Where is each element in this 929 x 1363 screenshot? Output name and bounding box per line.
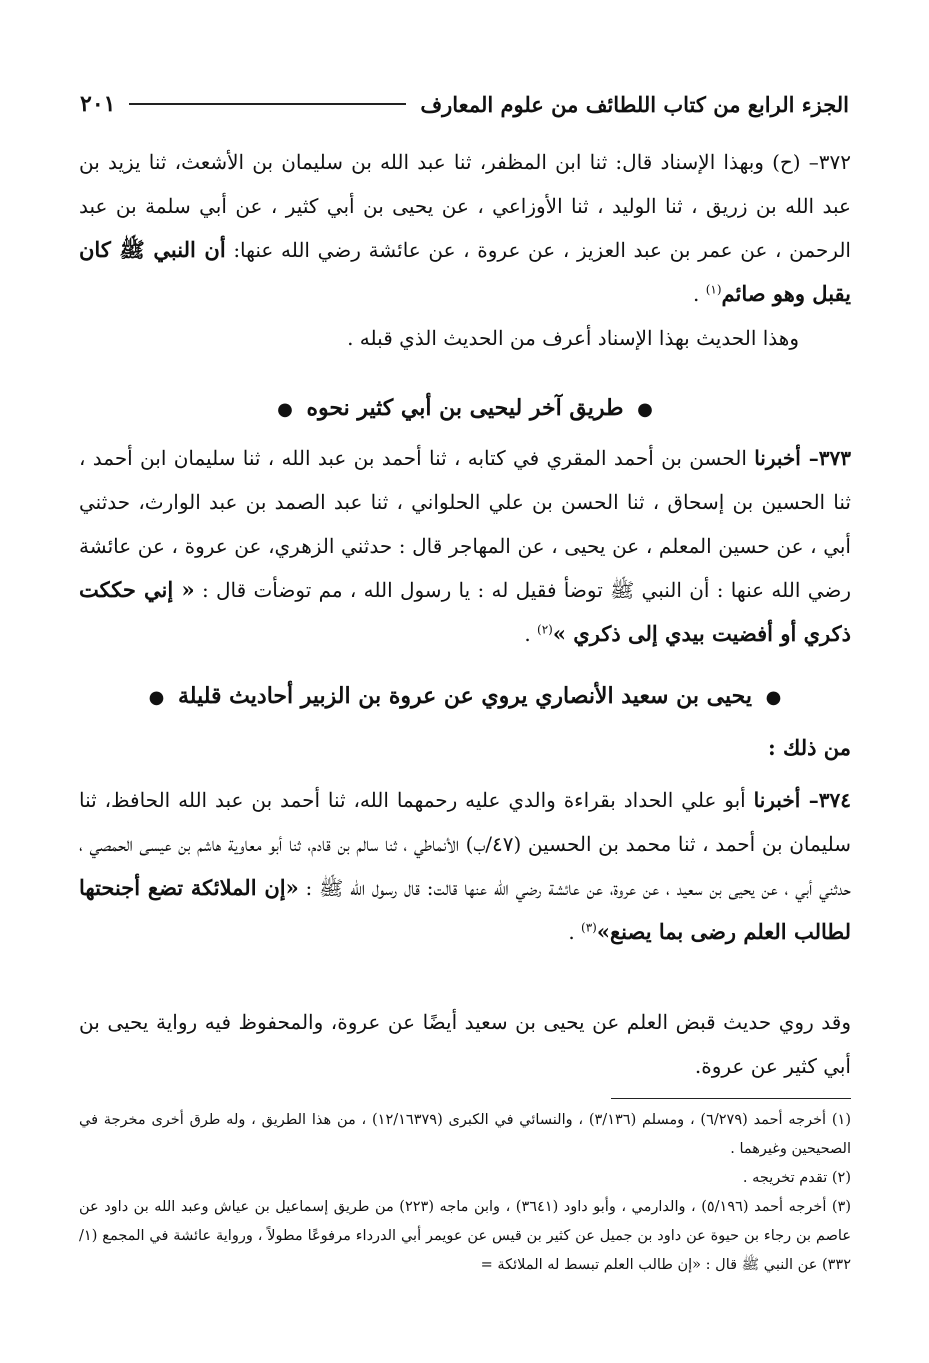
section-heading-2-text: يحيى بن سعيد الأنصاري يروي عن عروة بن الزبير أحاديث قليلة bbox=[178, 683, 752, 709]
hadith-372-quote: أن النبي ﷺ كان يقبل وهو صائم bbox=[79, 237, 851, 306]
footnote-ref-3[interactable]: (٣) bbox=[581, 920, 597, 935]
hadith-374-lead: ٣٧٤– أخبرنا bbox=[753, 788, 851, 812]
hadith-373-text: الحسن بن أحمد المقري في كتابه ، ثنا أحمد بن عبد الله ، ثنا سليمان ابن أحمد ، ثنا الحسين بن إسحاق ، ثنا الحسن بن علي الحلواني ، ثنا عبد الصمد بن عبد الوارث، حدثني أبي ، عن حسين المعلم ، عن يحيى ، عن المهاجر قال : حدثني الزهري، عن عروة ، عن عائشة رضي الله عنها : أن النبي ﷺ توضأ فقيل له : يا رسول الله ، مم توضأت قال : bbox=[79, 446, 852, 602]
hadith-374-end: . bbox=[568, 920, 575, 944]
hadith-373-lead: ٣٧٣– أخبرنا bbox=[754, 446, 851, 470]
section-heading-1 bbox=[79, 388, 851, 430]
heading-bullet-icon: ● bbox=[637, 399, 653, 420]
footnote-ref-1[interactable]: (١) bbox=[705, 282, 722, 297]
hadith-374 bbox=[79, 778, 851, 954]
section-heading-1-text: طريق آخر ليحيى بن أبي كثير نحوه bbox=[306, 395, 624, 421]
section-heading-2 bbox=[79, 676, 851, 718]
page-number: ٢٠١ bbox=[80, 91, 116, 117]
footnotes bbox=[79, 1106, 851, 1280]
hadith-374-quote: «إن الملائكة تضع أجنحتها لطالب العلم رضى بما يصنع» bbox=[79, 875, 851, 944]
sub-heading: من ذلك : bbox=[767, 735, 851, 760]
hadith-373-quote: « إني حككت ذكري أو أفضيت بيدي إلى ذكري » bbox=[79, 577, 851, 646]
hadith-373-end: . bbox=[524, 622, 531, 646]
hadith-374-note: وقد روي حديث قبض العلم عن يحيى بن سعيد أيضًا عن عروة، والمحفوظ فيه رواية يحيى بن أبي كثير عن عروة. bbox=[79, 1010, 851, 1078]
footnote-2: (٢) تقدم تخريجه . bbox=[742, 1170, 851, 1186]
heading-bullet-icon: ● bbox=[277, 399, 293, 420]
footnote-3: (٣) أخرجه أحمد (٥/١٩٦) ، والدارمي ، وأبو داود (٣٦٤١) ، وابن ماجه (٢٢٣) من طريق إسماعيل بن عياش وعبد الله بن داود عن عاصم بن رجاء بن حيوة عن داود بن جميل عن كثير بن قيس عن عويمر أبي الدرداء مرفوعًا مطولاً ، ورواية عائشة في المجمع (١/ ٣٣٢) عن النبي ﷺ قال : «إن طالب العلم تبسط له الملائكة = bbox=[79, 1199, 851, 1273]
hadith-374-text: أبو علي الحداد بقراءة والدي عليه رحمهما الله، ثنا أحمد بن عبد الله الحافظ، ثنا سليمان بن أحمد ، ثنا محمد بن الحسين (٤٧/ب) الأنماطي ، ثنا سالم بن قادم، ثنا أبو معاوية هاشم بن عيسى الحمصي ، حدثني أبي ، عن يحيى بن سعيد ، عن عروة، عن عائشة رضي الله عنها قالت: قال رسول الله ﷺ : bbox=[79, 788, 851, 900]
hadith-373 bbox=[79, 436, 851, 656]
hadith-372-text: ٣٧٢– (ح) وبهذا الإسناد قال: ثنا ابن المظفر، ثنا عبد الله بن سليمان بن الأشعث، ثنا يزيد بن عبد الله بن زريق ، ثنا الوليد ، ثنا الأوزاعي ، عن يحيى بن أبي كثير ، عن أبي سلمة بن عبد الرحمن ، عن عمر بن عبد العزيز ، عن عروة ، عن عائشة رضي الله عنها: bbox=[79, 150, 851, 262]
hadith-372-end: . bbox=[693, 282, 700, 306]
book-title: الجزء الرابع من كتاب اللطائف من علوم المعارف bbox=[420, 91, 849, 117]
running-header bbox=[80, 86, 849, 122]
footnote-divider bbox=[611, 1098, 851, 1099]
hadith-372-note: وهذا الحديث بهذا الإسناد أعرف من الحديث الذي قبله . bbox=[347, 326, 799, 350]
footnote-ref-2[interactable]: (٢) bbox=[537, 622, 553, 637]
heading-bullet-icon: ● bbox=[765, 687, 782, 708]
heading-bullet-icon: ● bbox=[148, 687, 165, 708]
footnote-1: (١) أخرجه أحمد (٦/٢٧٩) ، ومسلم (٣/١٣٦) ، والنسائي في الكبرى (١٢/١٦٣٧٩) ، من هذا الطريق ، وله طرق أخرى مخرجة في الصحيحين وغيرهما . bbox=[79, 1112, 851, 1157]
hadith-372 bbox=[79, 140, 851, 316]
header-divider bbox=[129, 103, 406, 105]
